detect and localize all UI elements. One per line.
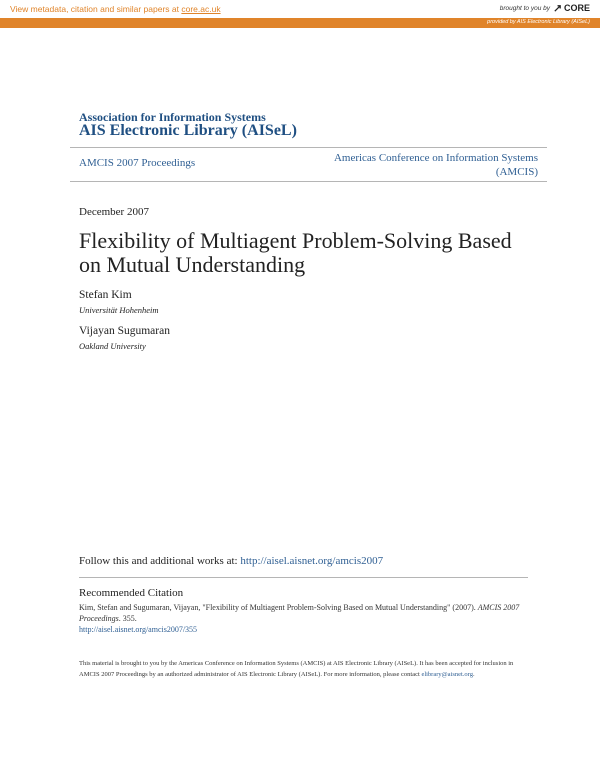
conference-link[interactable]: Americas Conference on Information Systems (AMCIS): [333, 152, 538, 178]
core-link-site: core.ac.uk: [181, 4, 221, 14]
brought-to-you: [500, 3, 590, 13]
core-link-prefix: View metadata, citation and similar papers at: [10, 4, 182, 14]
core-logo-icon: [553, 4, 562, 13]
brought-by-text: brought to you by: [499, 4, 550, 12]
follow-text: Follow this and additional works at:: [79, 555, 241, 567]
citation-divider: [79, 577, 528, 578]
core-logo-label: CORE: [563, 3, 590, 13]
core-metadata-link[interactable]: [10, 4, 221, 14]
citation-block: [79, 602, 524, 635]
follow-line: [79, 555, 383, 567]
library-name[interactable]: AIS Electronic Library (AISeL): [79, 122, 297, 139]
recommended-citation-heading: Recommended Citation: [79, 587, 184, 599]
proceedings-link[interactable]: AMCIS 2007 Proceedings: [79, 157, 196, 169]
citation-url-link[interactable]: http://aisel.aisnet.org/amcis2007/355: [79, 625, 198, 634]
follow-url-link[interactable]: http://aisel.aisnet.org/amcis2007: [240, 555, 384, 567]
header-divider-bottom: [70, 181, 547, 182]
author-name: Stefan Kim: [79, 289, 132, 301]
association-name[interactable]: Association for Information Systems: [79, 110, 266, 124]
citation-text: Kim, Stefan and Sugumaran, Vijayan, "Flexibility of Multiagent Problem-Solving Based on Mutual Understanding" (2007).: [79, 603, 478, 612]
author-name: Vijayan Sugumaran: [79, 325, 170, 337]
copyright-notice: [79, 659, 534, 680]
citation-proceedings: AMCIS 2007 Proceedings: [79, 603, 520, 623]
provided-by-text: provided by AIS Electronic Library (AISeL): [487, 19, 590, 25]
author-affiliation: Universität Hohenheim: [79, 305, 159, 315]
citation-suffix: . 355.: [118, 614, 137, 623]
paper-title: Flexibility of Multiagent Problem-Solving Based on Mutual Understanding: [79, 228, 512, 277]
contact-email-link[interactable]: elibrary@aisnet.org: [421, 670, 473, 678]
author-affiliation: Oakland University: [79, 341, 146, 351]
core-logo[interactable]: [553, 3, 590, 13]
header-divider-top: [70, 147, 547, 148]
publication-date: December 2007: [79, 206, 149, 218]
notice-end: .: [472, 670, 475, 678]
notice-text: This material is brought to you by the Americas Conference on Information Systems (AMCIS) at AIS Electronic Library (AISeL). It has been accepted for inclusion in AMCIS 2007 Proceedings by an authorized administrator of AIS Electronic Library (AISeL). For more information, please contact: [79, 660, 514, 678]
core-banner: [0, 0, 600, 28]
